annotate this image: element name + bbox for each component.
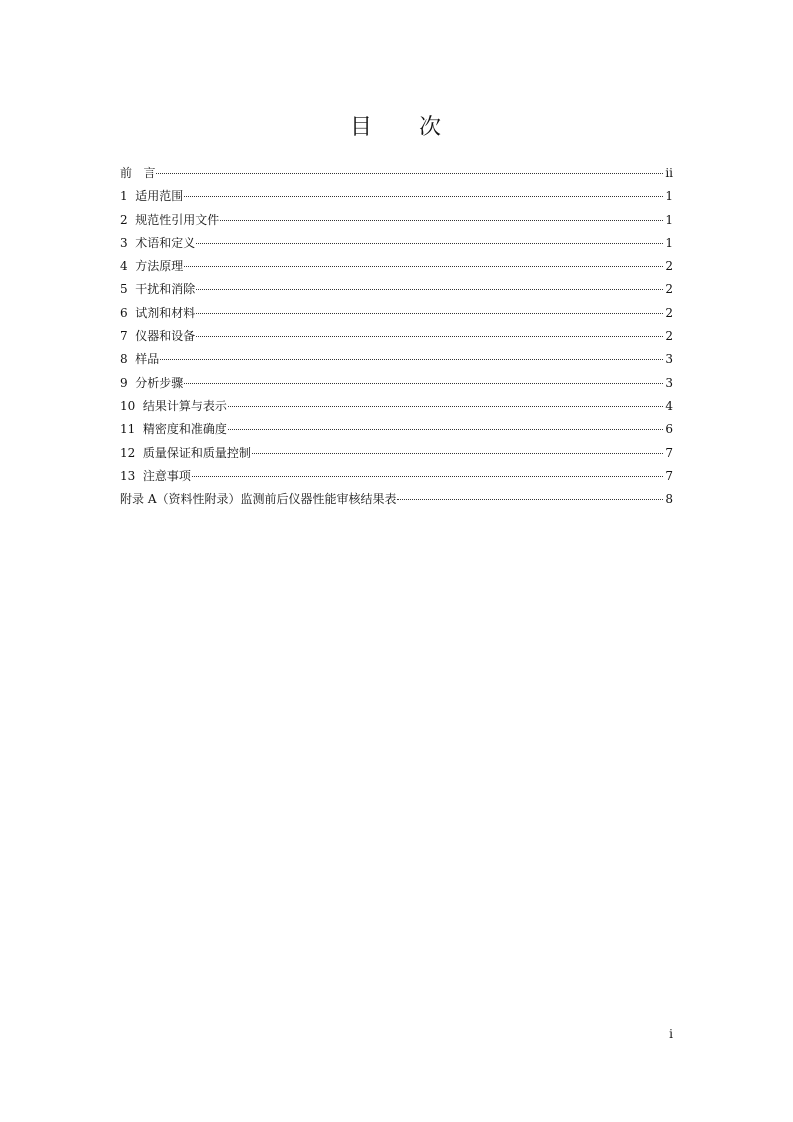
- toc-entry-1[interactable]: [120, 185, 673, 208]
- toc-entry-label: 7 仪器和设备: [120, 329, 196, 344]
- dot-leader: [196, 336, 663, 337]
- toc-entry-page: 7: [665, 468, 673, 483]
- toc-entry-label: 9 分析步骤: [120, 375, 184, 390]
- toc-entry-5[interactable]: [120, 278, 673, 301]
- dot-leader: [156, 173, 663, 174]
- dot-leader: [192, 476, 663, 477]
- dot-leader: [184, 266, 663, 267]
- toc-entry-page: 3: [665, 352, 673, 367]
- toc-entry-label: 10 结果计算与表示: [120, 398, 227, 413]
- toc-entry-label: 1 适用范围: [120, 189, 184, 204]
- toc-entry-label: 3 术语和定义: [120, 235, 196, 250]
- toc-entry-7[interactable]: [120, 325, 673, 348]
- dot-leader: [196, 243, 663, 244]
- toc-entry-label: 6 试剂和材料: [120, 305, 196, 320]
- toc-entry-appendix-a[interactable]: [120, 488, 673, 511]
- toc-entry-3[interactable]: [120, 232, 673, 255]
- dot-leader: [184, 383, 663, 384]
- toc-entry-page: 1: [665, 189, 673, 204]
- toc-entry-12[interactable]: [120, 442, 673, 465]
- toc-entry-page: 7: [665, 445, 673, 460]
- toc-entry-page: ii: [665, 166, 673, 180]
- dot-leader: [160, 359, 663, 360]
- toc-entry-page: 3: [665, 375, 673, 390]
- table-of-contents: [120, 162, 673, 511]
- toc-entry-label: 8 样品: [120, 352, 160, 367]
- toc-entry-9[interactable]: [120, 372, 673, 395]
- toc-entry-page: 2: [665, 329, 673, 344]
- toc-entry-8[interactable]: [120, 348, 673, 371]
- toc-entry-page: 2: [665, 305, 673, 320]
- toc-entry-label: 前 言: [120, 166, 156, 180]
- toc-entry-13[interactable]: [120, 465, 673, 488]
- toc-entry-page: 1: [665, 235, 673, 250]
- toc-entry-label: 12 质量保证和质量控制: [120, 445, 251, 460]
- dot-leader: [228, 429, 663, 430]
- dot-leader: [252, 453, 663, 454]
- toc-entry-label: 2 规范性引用文件: [120, 212, 220, 227]
- page-title: 目 次: [350, 115, 443, 140]
- toc-entry-label: 11 精密度和准确度: [120, 422, 227, 437]
- toc-entry-4[interactable]: [120, 255, 673, 278]
- toc-entry-page: 6: [665, 422, 673, 437]
- toc-entry-6[interactable]: [120, 302, 673, 325]
- toc-entry-10[interactable]: [120, 395, 673, 418]
- toc-entry-11[interactable]: [120, 418, 673, 441]
- toc-entry-page: 1: [665, 212, 673, 227]
- toc-entry-page: 4: [665, 398, 673, 413]
- toc-entry-label: 附录 A（资料性附录）监测前后仪器性能审核结果表: [120, 492, 397, 507]
- toc-entry-page: 8: [665, 492, 673, 507]
- toc-entry-label: 4 方法原理: [120, 259, 184, 274]
- toc-entry-foreword[interactable]: [120, 162, 673, 185]
- dot-leader: [397, 499, 663, 500]
- dot-leader: [184, 196, 663, 197]
- dot-leader: [196, 289, 663, 290]
- toc-entry-page: 2: [665, 282, 673, 297]
- toc-entry-label: 13 注意事项: [120, 468, 191, 483]
- toc-entry-page: 2: [665, 259, 673, 274]
- dot-leader: [220, 220, 663, 221]
- dot-leader: [228, 406, 663, 407]
- toc-entry-2[interactable]: [120, 209, 673, 232]
- toc-entry-label: 5 干扰和消除: [120, 282, 196, 297]
- page-number: i: [669, 1027, 673, 1041]
- dot-leader: [196, 313, 663, 314]
